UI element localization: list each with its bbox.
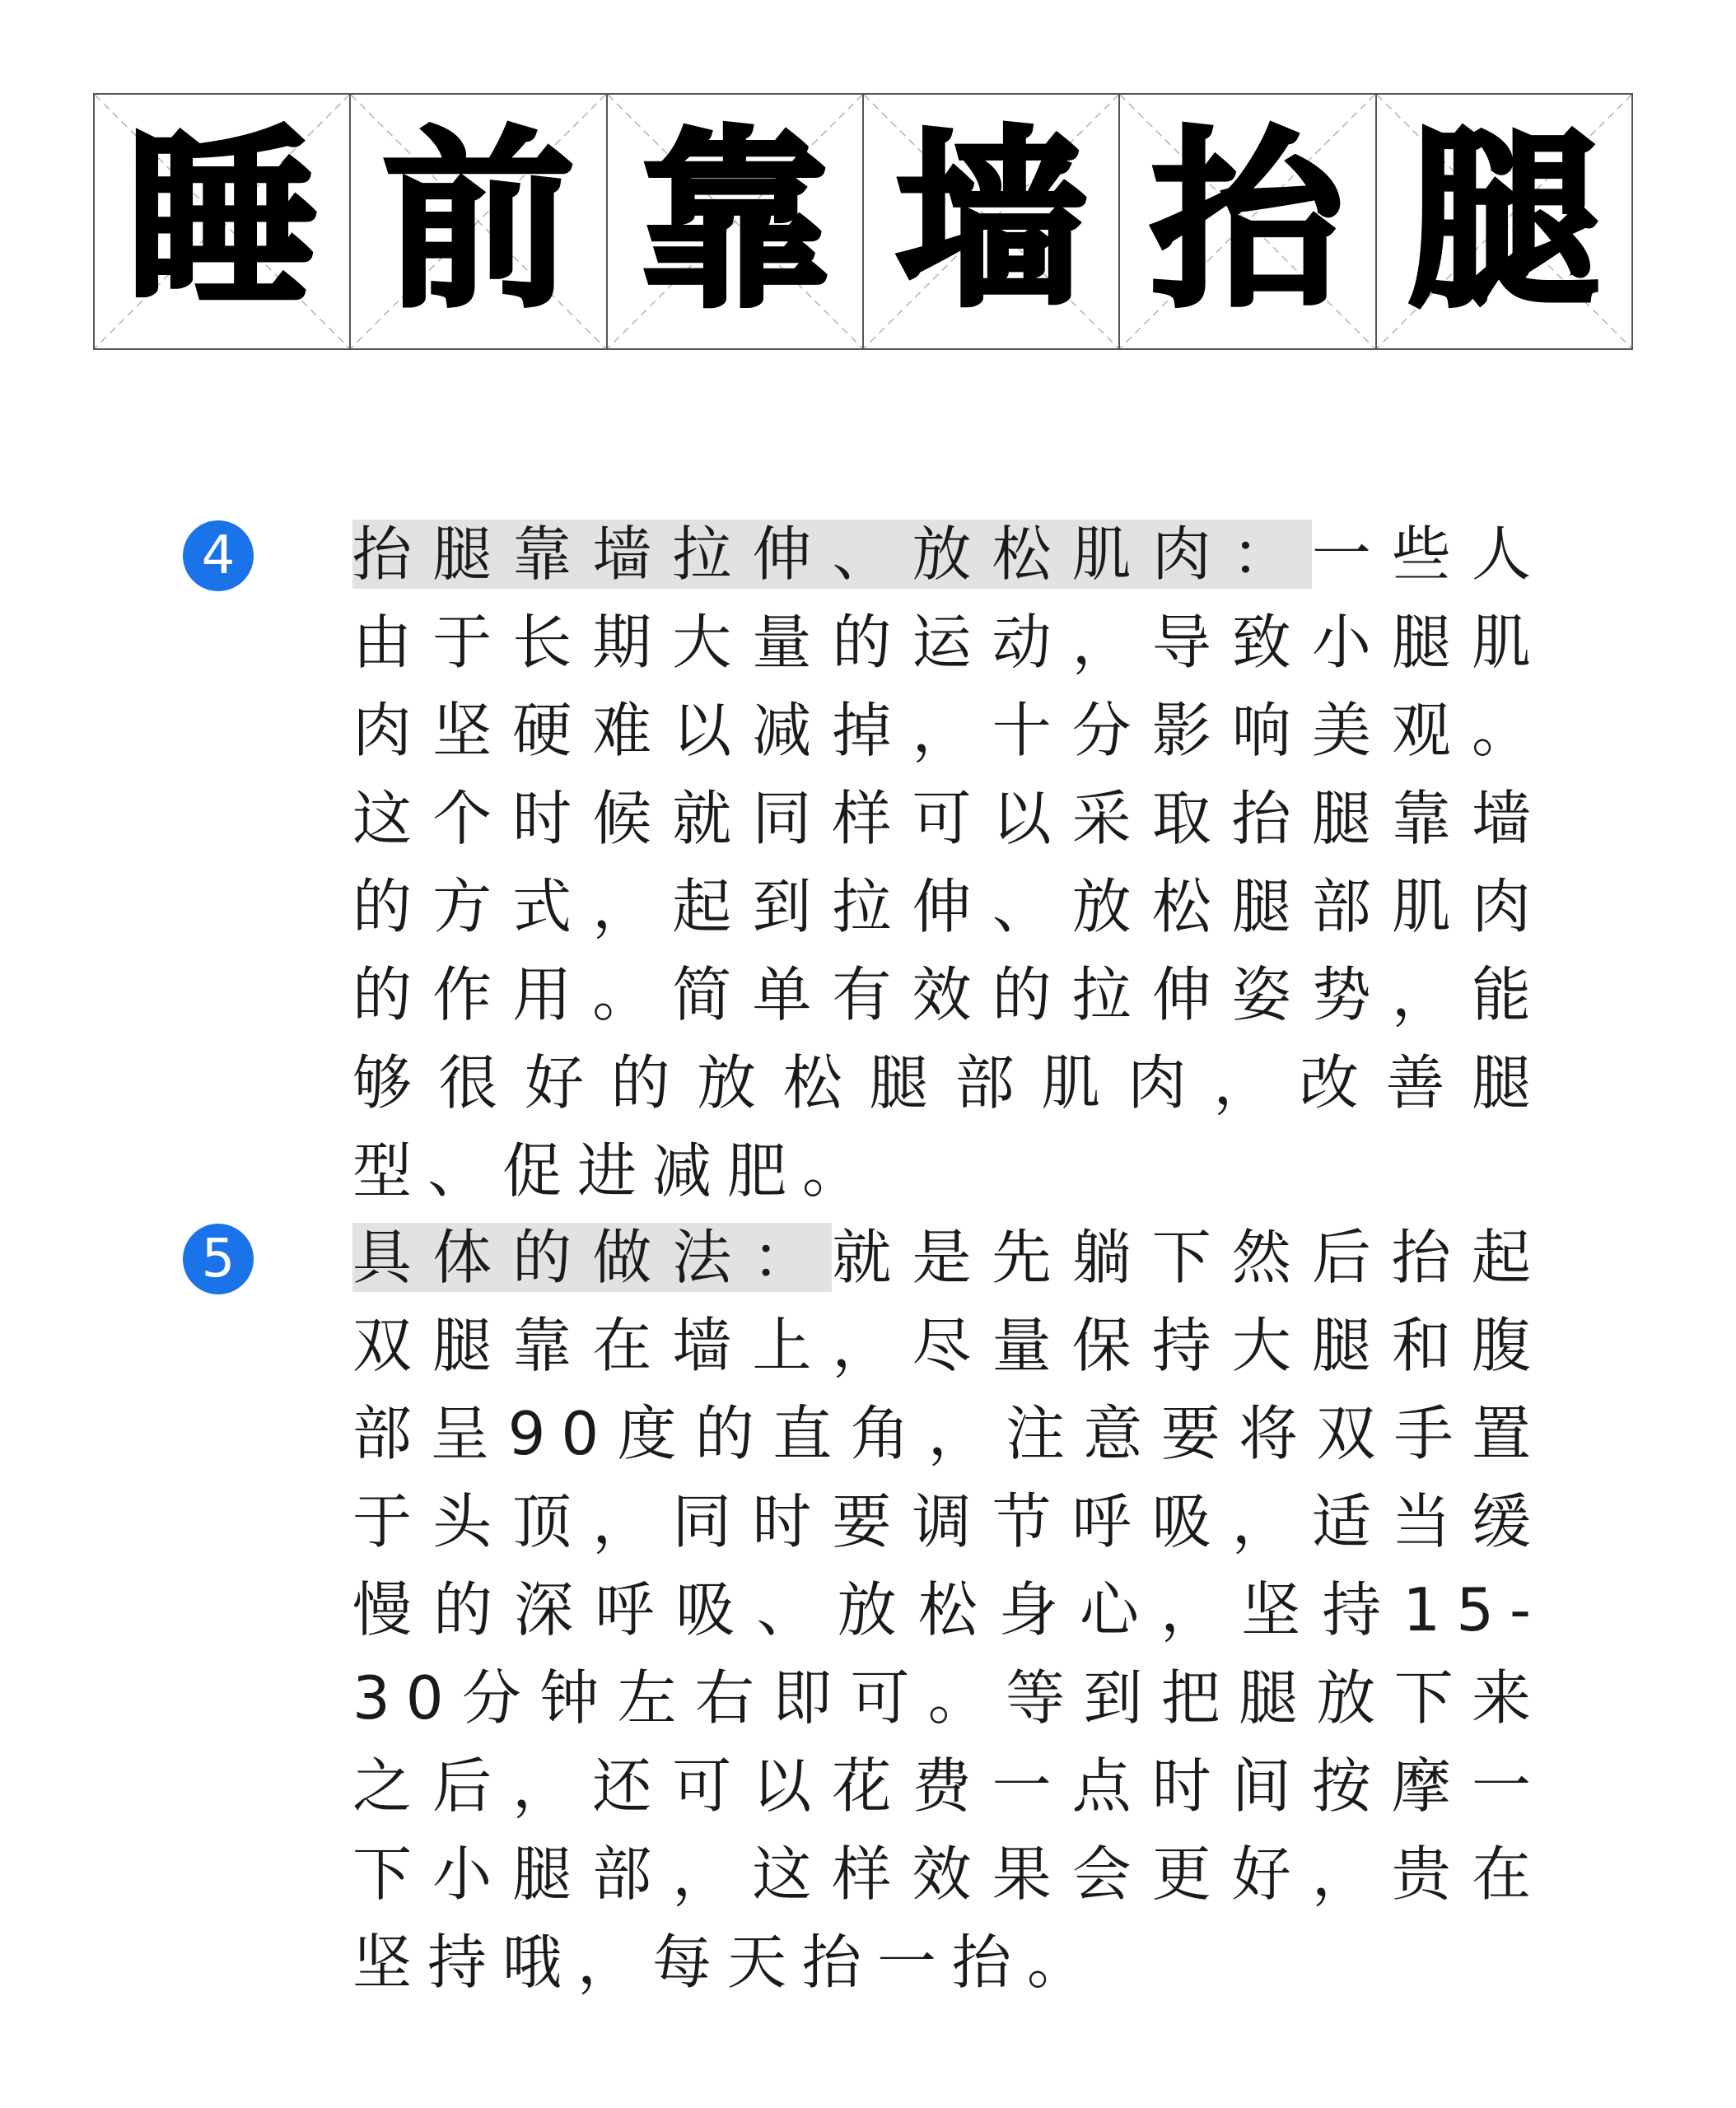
title-grid	[93, 93, 1633, 350]
title-char: 睡	[126, 110, 318, 333]
paragraph-5	[352, 1214, 1547, 2007]
title-cell	[864, 95, 1120, 348]
title-cell	[1377, 95, 1631, 348]
title-cell	[608, 95, 864, 348]
title-cell	[1120, 95, 1376, 348]
paragraph-text-4: 一些人由于长期大量的运动，导致小腿肌肉坚硬难以减掉，十分影响美观。这个时候就同样可以采取抬腿靠墙的方式，起到拉伸、放松腿部肌肉的作用。简单有效的拉伸姿势，能够很好的放松腿部肌肉，改善腿型、促进减肥。	[352, 520, 1547, 1206]
title-char: 腿	[1408, 110, 1600, 333]
title-char: 靠	[639, 110, 831, 333]
title-char: 前	[382, 110, 574, 333]
number-badge-4: 4	[183, 520, 254, 591]
paragraph-text-5: 就是先躺下然后抬起双腿靠在墙上，尽量保持大腿和腹部呈90度的直角，注意要将双手置于头顶，同时要调节呼吸，适当缓慢的深呼吸、放松身心，坚持15-30分钟左右即可。等到把腿放下来之后，还可以花费一点时间按摩一下小腿部，这样效果会更好，贵在坚持哦，每天抬一抬。	[352, 1223, 1547, 1997]
highlight-heading-4: 抬腿靠墙拉伸、放松肌肉：	[352, 520, 1312, 589]
number-badge-5: 5	[183, 1224, 254, 1294]
paragraph-4	[352, 511, 1547, 1215]
title-char: 墙	[895, 110, 1087, 333]
title-char: 抬	[1151, 110, 1343, 333]
title-cell	[95, 95, 351, 348]
highlight-heading-5: 具体的做法：	[352, 1223, 833, 1292]
title-cell	[351, 95, 607, 348]
